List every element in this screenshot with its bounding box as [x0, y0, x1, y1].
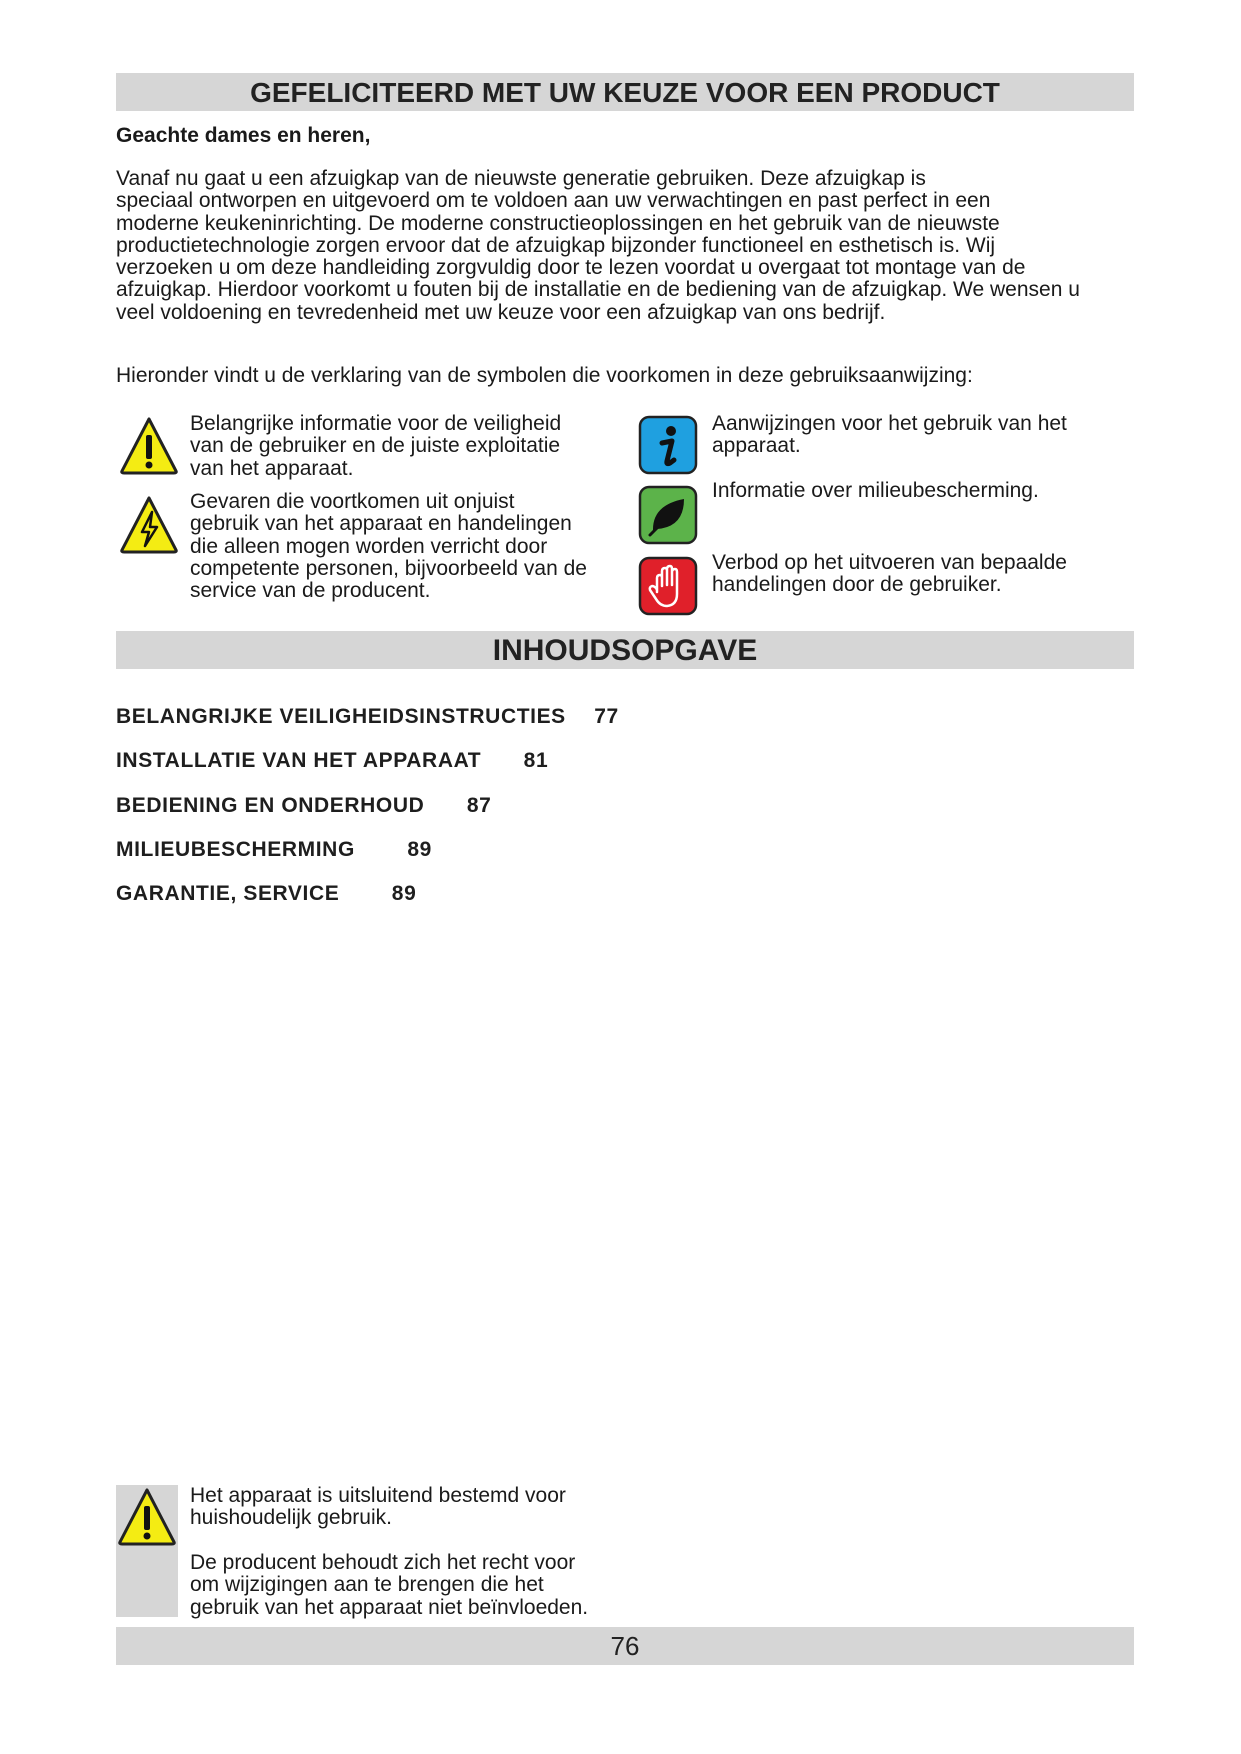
leaf-icon — [638, 485, 698, 545]
note-rights: De producent behoudt zich het recht voor om wijzigingen aan te brengen die het gebruik van het apparaat niet beïnvloeden. — [190, 1551, 589, 1619]
stop-hand-icon — [638, 556, 698, 616]
toc-item-page: 87 — [466, 794, 492, 817]
warning-icon — [118, 415, 180, 477]
toc-item-page: 89 — [391, 882, 417, 905]
intro-line: afzuigkap. Hierdoor voorkomt u fouten bij de installatie en de bediening van de afzuigkap. We wensen u — [116, 278, 1080, 302]
toc-item-label: BELANGRIJKE VEILIGHEIDSINSTRUCTIES — [116, 705, 566, 728]
salutation: Geachte dames en heren, — [116, 124, 371, 147]
toc-item[interactable] — [116, 838, 432, 862]
toc-item-label: MILIEUBESCHERMING — [116, 838, 355, 861]
warning-icon — [116, 1486, 178, 1548]
toc-item-page: 89 — [407, 838, 432, 861]
toc-item[interactable] — [116, 882, 416, 906]
toc-item[interactable] — [116, 749, 548, 773]
intro-line: verzoeken u om deze handleiding zorgvuldig door te lezen voordat u overgaat tot montage van de — [116, 256, 1026, 280]
toc-item-page: 81 — [523, 749, 549, 772]
prohibition-description: Verbod op het uitvoeren van bepaalde handelingen door de gebruiker. — [712, 551, 1067, 597]
environment-description: Informatie over milieubescherming. — [712, 479, 1039, 502]
electric-hazard-icon — [118, 494, 180, 556]
page-number: 76 — [116, 1627, 1134, 1665]
safety-description: Belangrijke informatie voor de veiligheid van de gebruiker en de juiste exploitatie van het apparaat. — [190, 412, 562, 480]
intro-line: speciaal ontworpen en uitgevoerd om te voldoen aan uw verwachtingen en past perfect in een — [116, 189, 991, 213]
electric-description: Gevaren die voortkomen uit onjuist gebruik van het apparaat en handelingen die alleen mogen worden verricht door competente personen, bijvoorbeeld van de service van de producent. — [190, 490, 587, 603]
intro-line: Vanaf nu gaat u een afzuigkap van de nieuwste generatie gebruiken. Deze afzuigkap is — [116, 167, 926, 190]
toc-item-label: BEDIENING EN ONDERHOUD — [116, 794, 425, 817]
toc-item-label: GARANTIE, SERVICE — [116, 882, 340, 905]
toc-item[interactable] — [116, 705, 619, 729]
info-description: Aanwijzingen voor het gebruik van het apparaat. — [712, 412, 1067, 458]
symbols-intro: Hieronder vindt u de verklaring van de symbolen die voorkomen in deze gebruiksaanwijzing: — [116, 364, 973, 387]
toc-item-label: INSTALLATIE VAN HET APPARAAT — [116, 749, 482, 772]
info-icon — [638, 415, 698, 475]
toc-title: INHOUDSOPGAVE — [116, 631, 1134, 669]
toc-item[interactable] — [116, 794, 491, 818]
intro-line: veel voldoening en tevredenheid met uw keuze voor een afzuigkap van ons bedrijf. — [116, 300, 886, 324]
intro-paragraph — [116, 168, 1136, 324]
page-title: GEFELICITEERD MET UW KEUZE VOOR EEN PRODUCT — [116, 73, 1134, 111]
intro-line: moderne keukeninrichting. De moderne constructieoplossingen en het gebruik van de nieuwste — [116, 211, 1000, 235]
toc-item-page: 77 — [594, 705, 619, 728]
note-usage: Het apparaat is uitsluitend bestemd voor huishoudelijk gebruik. — [190, 1484, 566, 1530]
intro-line: productietechnologie zorgen ervoor dat de afzuigkap bijzonder functioneel en esthetisch is. Wij — [116, 233, 996, 257]
